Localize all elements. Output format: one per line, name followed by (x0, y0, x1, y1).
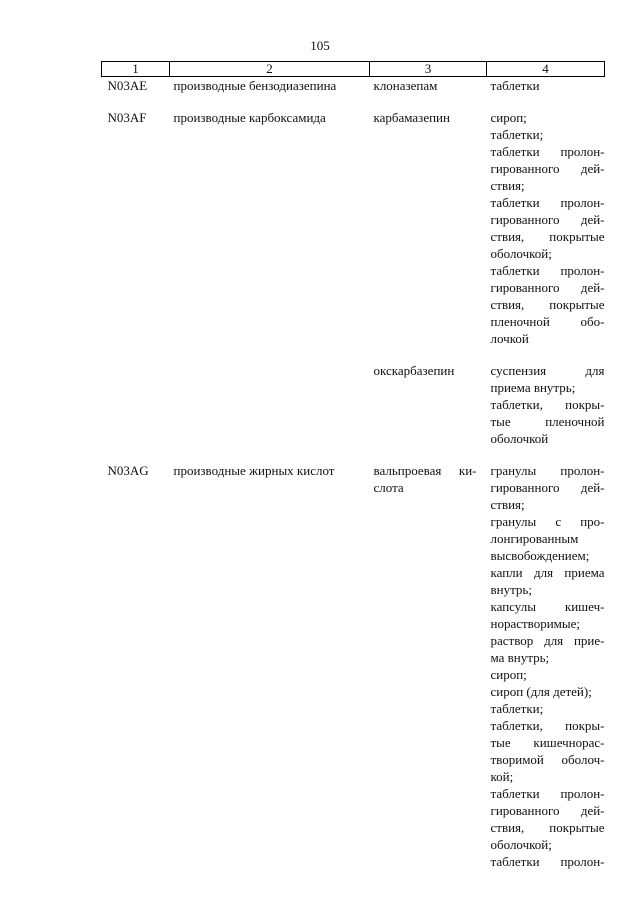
dosage-form-line: лонгированным (490, 531, 579, 546)
dosage-form-line: оболочкой; (490, 837, 552, 852)
dosage-form-line: таблетки пролон- (490, 263, 605, 278)
dosage-form-line: гированного дей- (490, 161, 605, 176)
dosage-form-line: таблетки пролон- (490, 195, 605, 210)
drug-name-line: слота (373, 480, 404, 495)
dosage-form-line: гированного дей- (490, 803, 605, 818)
dosage-form-line: творимой оболоч- (490, 752, 605, 767)
dosage-form-line: тые пленочной (490, 414, 605, 429)
dosage-form-line: гированного дей- (490, 280, 605, 295)
dosage-form-line: капли для приема (490, 565, 605, 580)
dosage-form-line: таблетки, покры- (490, 718, 605, 733)
dosage-form-line: пленочной обо- (490, 314, 605, 329)
drug-name: окскарбазепин (373, 363, 455, 378)
column-header-1: 1 (102, 62, 170, 77)
dosage-form-line: ствия; (490, 178, 525, 193)
dosage-form-line: ствия, покрытые (490, 229, 605, 244)
dosage-form-line: гранулы с про- (490, 514, 605, 529)
table-row (102, 77, 605, 95)
page-number: 105 (310, 38, 330, 53)
drug-name: клоназепам (373, 78, 438, 93)
table-row (102, 362, 605, 447)
dosage-form-line: внутрь; (490, 582, 532, 597)
dosage-form-line: сироп (для детей); (490, 684, 592, 699)
dosage-form-line: кой; (490, 769, 514, 784)
dosage-form-line: гранулы пролон- (490, 463, 605, 478)
atc-code (102, 362, 170, 447)
dosage-form-line: гированного дей- (490, 212, 605, 227)
dosage-form-line: сироп; (490, 110, 527, 125)
drug-name (370, 462, 487, 870)
drug-name: карбамазепин (373, 110, 450, 125)
dosage-form-line: высвобождением; (490, 548, 590, 563)
dosage-forms (487, 109, 605, 347)
dosage-form-line: таблетки пролон- (490, 854, 605, 869)
atc-code: N03AF (107, 110, 147, 125)
dosage-form-line: норастворимые; (490, 616, 581, 631)
dosage-form-line: гированного дей- (490, 480, 605, 495)
dosage-forms (487, 77, 605, 95)
atc-code: N03AE (107, 78, 148, 93)
dosage-form-line: приема внутрь; (490, 380, 576, 395)
dosage-form-line: ствия, покрытые (490, 820, 605, 835)
dosage-form-line: тые кишечнорас- (490, 735, 605, 750)
group-name: производные бензодиазепина (173, 78, 337, 93)
dosage-form-line: таблетки, покры- (490, 397, 605, 412)
dosage-form-line: ма внутрь; (490, 650, 550, 665)
dosage-form-line: таблетки (490, 78, 540, 93)
dosage-form-line: сироп; (490, 667, 527, 682)
atc-code: N03AG (107, 463, 149, 478)
group-name: производные карбоксамида (173, 110, 326, 125)
dosage-forms (487, 362, 605, 447)
dosage-form-line: оболочкой (490, 431, 549, 446)
dosage-form-line: таблетки; (490, 127, 544, 142)
group-name: производные жирных кислот (173, 463, 335, 478)
table-row (102, 109, 605, 347)
drug-name-line: вальпроевая ки- (373, 463, 477, 478)
dosage-form-line: ствия, покрытые (490, 297, 605, 312)
dosage-form-line: лочкой (490, 331, 529, 346)
dosage-forms (487, 462, 605, 870)
column-header-4: 4 (487, 62, 605, 77)
dosage-form-line: таблетки пролон- (490, 144, 605, 159)
table-row (102, 462, 605, 870)
dosage-form-line: раствор для прие- (490, 633, 605, 648)
dosage-form-line: таблетки пролон- (490, 786, 605, 801)
dosage-form-line: таблетки; (490, 701, 544, 716)
dosage-form-line: ствия; (490, 497, 525, 512)
dosage-form-line: суспензия для (490, 363, 605, 378)
drug-classification-table (101, 61, 605, 870)
column-header-2: 2 (170, 62, 370, 77)
dosage-form-line: капсулы кишеч- (490, 599, 605, 614)
column-header-3: 3 (370, 62, 487, 77)
dosage-form-line: оболочкой; (490, 246, 552, 261)
group-name (170, 362, 370, 447)
table-header-row (102, 62, 605, 77)
